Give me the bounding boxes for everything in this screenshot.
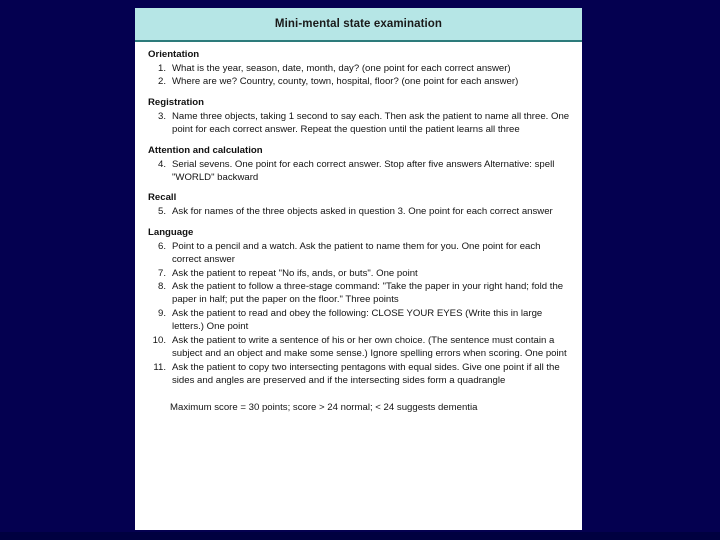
list-item [148, 62, 572, 75]
section-heading: Language [148, 226, 194, 238]
list-item [148, 158, 572, 185]
list-item-text: Where are we? Country, county, town, hospital, floor? (one point for each answer) [172, 76, 519, 88]
section-recall [148, 191, 572, 218]
list-item-text: Ask the patient to follow a three-stage command: "Take the paper in your right hand; fold the paper in half; put the paper on the floor." Three points [172, 281, 564, 306]
list-item [148, 267, 572, 280]
list-item-text: What is the year, season, date, month, day? (one point for each correct answer) [172, 63, 511, 74]
section-heading: Recall [148, 192, 177, 204]
list-item-number: 2. [157, 76, 166, 88]
list-item [148, 75, 572, 88]
section-attention-and-calculation [148, 144, 572, 185]
list-item [148, 110, 572, 137]
list-item-text: Serial sevens. One point for each correct answer. Stop after five answers Alternative: spell "WORLD" backward [172, 158, 555, 184]
list-item-number: 1. [157, 63, 166, 74]
list-item-text: Ask for names of the three objects asked in question 3. One point for each correct answer [172, 206, 553, 218]
section-item-list [148, 240, 572, 387]
section-item-list [148, 158, 572, 185]
section-heading: Orientation [148, 49, 200, 60]
page-title: Mini-mental state examination [274, 18, 443, 30]
list-item [148, 361, 572, 388]
section-item-list [148, 62, 572, 89]
list-item-text: Point to a pencil and a watch. Ask the patient to name them for you. One point for each correct answer [172, 240, 541, 266]
list-item [148, 334, 572, 361]
list-item-text: Ask the patient to copy two intersecting pentagons with equal sides. Give one point if all the sides and angles are preserved and if the intersecting sides form a quadrangle [172, 361, 560, 386]
section-heading: Attention and calculation [148, 144, 263, 156]
list-item-number: 3. [157, 110, 166, 122]
list-item-number: 10. [152, 334, 166, 346]
list-item-number: 9. [157, 307, 166, 319]
section-language [148, 226, 572, 387]
list-item-text: Ask the patient to repeat "No ifs, ands, or buts". One point [172, 267, 418, 279]
list-item [148, 205, 572, 218]
list-item-number: 4. [157, 158, 166, 170]
list-item-number: 11. [153, 361, 166, 373]
list-item-text: Ask the patient to read and obey the following: CLOSE YOUR EYES (Write this in large letters.) One point [172, 307, 543, 333]
mmse-card [135, 8, 582, 530]
section-orientation [148, 48, 572, 89]
list-item-number: 7. [157, 267, 166, 279]
list-item-text: Name three objects, taking 1 second to say each. Then ask the patient to name all three. One point for each correct answer. Repeat the question until the patient learns all three [172, 110, 570, 136]
card-body [135, 42, 582, 419]
section-item-list [148, 110, 572, 137]
scoring-note: Maximum score = 30 points; score > 24 normal; < 24 suggests dementia [170, 402, 478, 414]
list-item-text: Ask the patient to write a sentence of his or her own choice. (The sentence must contain a subject and an object and make some sense.) Ignore spelling errors when scoring. One point [172, 334, 567, 360]
card-header [135, 8, 582, 42]
section-registration [148, 96, 572, 137]
list-item-number: 6. [157, 240, 166, 252]
section-heading: Registration [148, 96, 204, 108]
slide-bottom-band [0, 532, 720, 540]
list-item [148, 240, 572, 267]
section-item-list [148, 205, 572, 218]
list-item [148, 307, 572, 334]
list-item [148, 280, 572, 307]
list-item-number: 5. [157, 206, 166, 218]
list-item-number: 8. [157, 281, 166, 293]
